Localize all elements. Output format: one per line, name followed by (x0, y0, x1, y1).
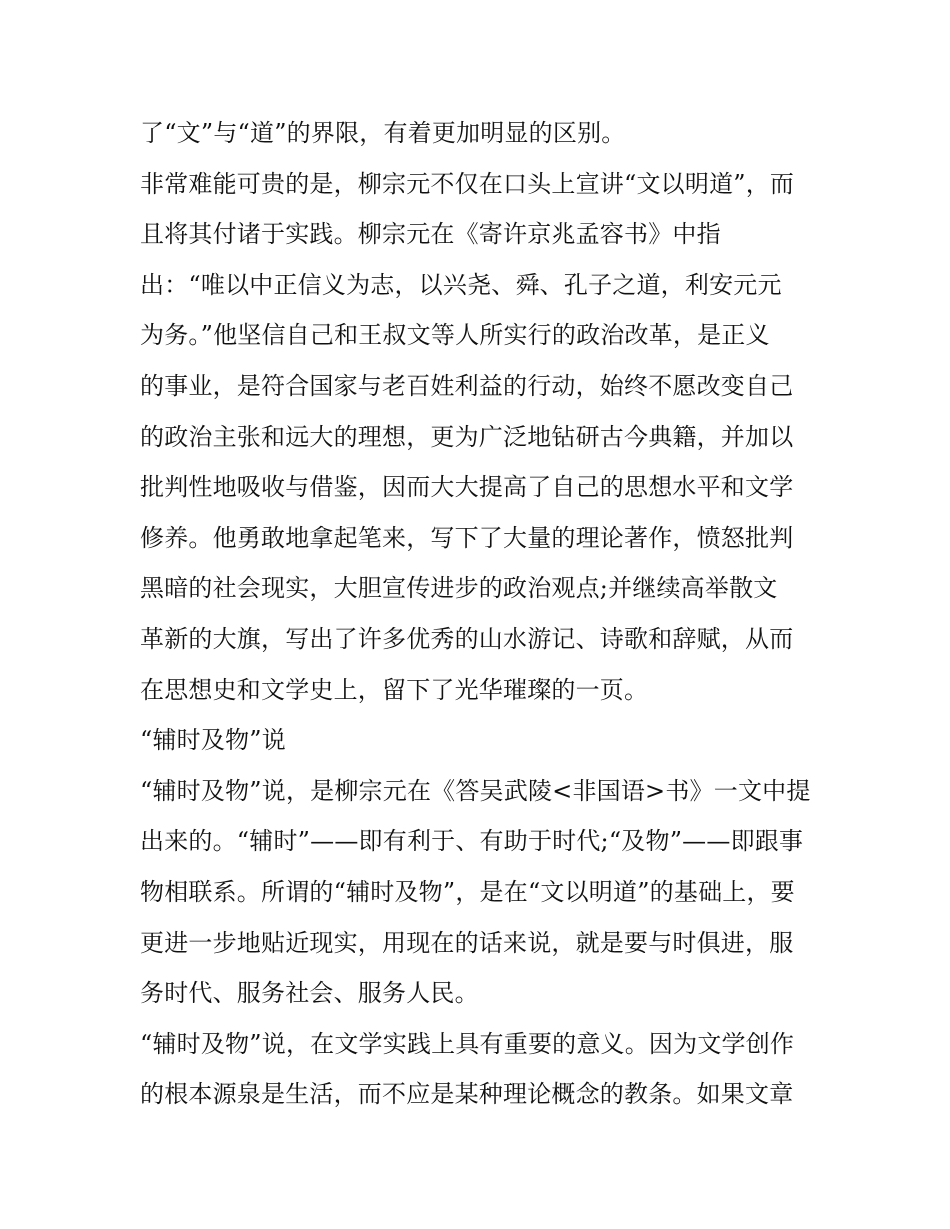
text-line-11: 革新的大旗，写出了许多优秀的山水游记、诗歌和辞赋，从而 (140, 624, 794, 653)
text-line-18: 务时代、服务社会、服务人民。 (140, 979, 479, 1008)
text-line-5: 为务。”他坚信自己和王叔文等人所实行的政治改革，是正义 (140, 321, 770, 350)
text-line-14: “辅时及物”说，是柳宗元在《答吴武陵<非国语>书》一文中提 (140, 776, 811, 805)
text-line-16: 物相联系。所谓的“辅时及物”，是在“文以明道”的基础上，要 (140, 877, 795, 906)
text-line-4: 出：“唯以中正信义为志，以兴尧、舜、孔子之道，利安元元 (140, 270, 782, 299)
text-line-7: 的政治主张和远大的理想，更为广泛地钻研古今典籍，并加以 (140, 422, 794, 451)
text-line-1: 了“文”与“道”的界限，有着更加明显的区别。 (140, 119, 626, 147)
text-line-9: 修养。他勇敢地拿起笔来，写下了大量的理论著作，愤怒批判 (140, 523, 794, 552)
text-line-2: 非常难能可贵的是，柳宗元不仅在口头上宣讲“文以明道”，而 (140, 169, 795, 198)
text-line-10: 黑暗的社会现实，大胆宣传进步的政治观点;并继续高举散文 (140, 574, 778, 603)
text-line-3: 且将其付诸于实践。柳宗元在《寄许京兆孟容书》中指 (140, 220, 721, 249)
text-line-12: 在思想史和文学史上，留下了光华璀璨的一页。 (140, 675, 649, 704)
document-body (140, 108, 820, 1120)
text-line-20: 的根本源泉是生活，而不应是某种理论概念的教条。如果文章 (140, 1080, 794, 1109)
text-line-8: 批判性地吸收与借鉴，因而大大提高了自己的思想水平和文学 (140, 473, 794, 502)
text-line-19: “辅时及物”说，在文学实践上具有重要的意义。因为文学创作 (140, 1029, 795, 1058)
text-line-15: 出来的。“辅时”——即有利于、有助于时代;“及物”——即跟事 (140, 827, 804, 856)
text-line-6: 的事业，是符合国家与老百姓利益的行动，始终不愿改变自己 (140, 371, 794, 400)
section-heading: “辅时及物”说 (140, 726, 286, 755)
text-line-17: 更进一步地贴近现实，用现在的话来说，就是要与时俱进，服 (140, 928, 794, 957)
